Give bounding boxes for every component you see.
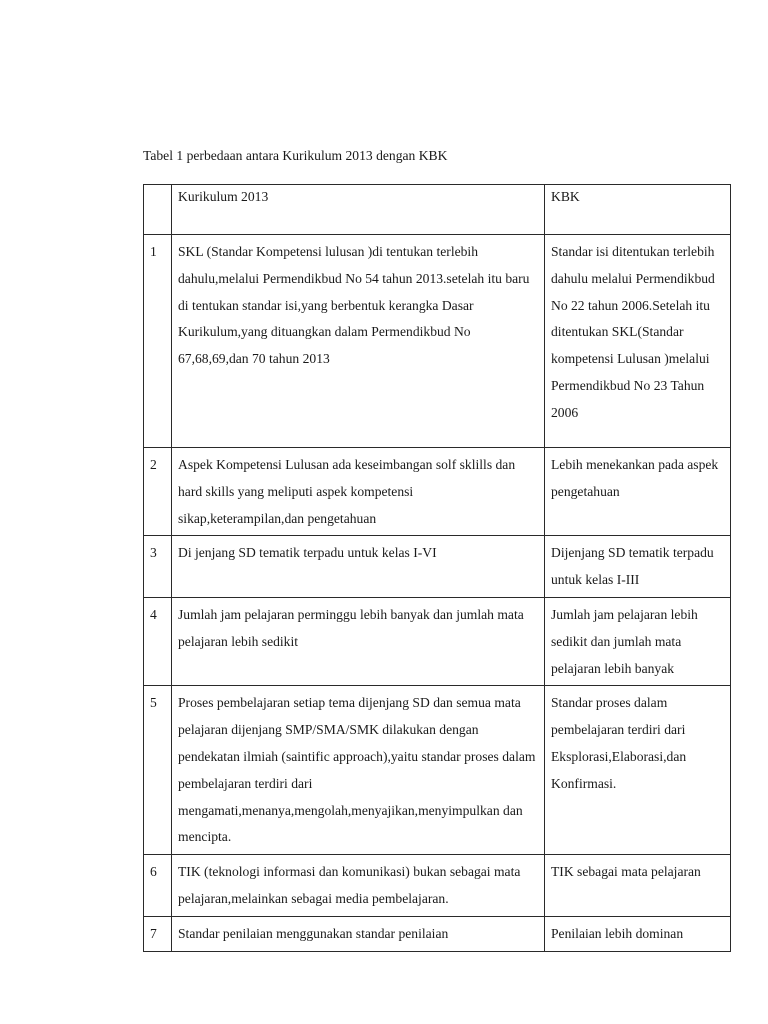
row-number: 4 bbox=[144, 597, 172, 685]
kbk-cell: Standar isi ditentukan terlebih dahulu melalui Permendikbud No 22 tahun 2006.Setelah itu ditentukan SKL(Standar kompetensi Lulusan )melalui Permendikbud No 23 Tahun 2006 bbox=[545, 235, 731, 448]
kbk-cell: Standar proses dalam pembelajaran terdiri dari Eksplorasi,Elaborasi,dan Konfirmasi. bbox=[545, 686, 731, 855]
row-number: 6 bbox=[144, 855, 172, 917]
kurikulum-2013-cell: TIK (teknologi informasi dan komunikasi) bukan sebagai mata pelajaran,melainkan sebagai media pembelajaran. bbox=[172, 855, 545, 917]
table-row bbox=[144, 235, 731, 448]
kurikulum-2013-cell: Jumlah jam pelajaran perminggu lebih banyak dan jumlah mata pelajaran lebih sedikit bbox=[172, 597, 545, 685]
row-number: 3 bbox=[144, 536, 172, 598]
table-row bbox=[144, 916, 731, 951]
table-caption: Tabel 1 perbedaan antara Kurikulum 2013 dengan KBK bbox=[143, 148, 448, 163]
row-number: 5 bbox=[144, 686, 172, 855]
kbk-cell: Penilaian lebih dominan bbox=[545, 916, 731, 951]
table-row bbox=[144, 855, 731, 917]
kbk-cell: Jumlah jam pelajaran lebih sedikit dan jumlah mata pelajaran lebih banyak bbox=[545, 597, 731, 685]
kurikulum-2013-cell: Aspek Kompetensi Lulusan ada keseimbangan solf sklills dan hard skills yang meliputi aspek kompetensi sikap,keterampilan,dan pengetahuan bbox=[172, 448, 545, 536]
comparison-table bbox=[143, 184, 731, 952]
row-number: 1 bbox=[144, 235, 172, 448]
kbk-cell: TIK sebagai mata pelajaran bbox=[545, 855, 731, 917]
table-row bbox=[144, 448, 731, 536]
row-number: 7 bbox=[144, 916, 172, 951]
header-kbk: KBK bbox=[545, 185, 731, 235]
kurikulum-2013-cell: Proses pembelajaran setiap tema dijenjang SD dan semua mata pelajaran dijenjang SMP/SMA/SMK dilakukan dengan pendekatan ilmiah (saintific approach),yaitu standar proses dalam pembelajaran terdiri dari mengamati,menanya,mengolah,menyajikan,menyimpulkan dan mencipta. bbox=[172, 686, 545, 855]
table-row bbox=[144, 536, 731, 598]
header-kurikulum-2013: Kurikulum 2013 bbox=[172, 185, 545, 235]
kbk-cell: Dijenjang SD tematik terpadu untuk kelas I-III bbox=[545, 536, 731, 598]
table-row bbox=[144, 597, 731, 685]
kurikulum-2013-cell: Di jenjang SD tematik terpadu untuk kelas I-VI bbox=[172, 536, 545, 598]
table-row bbox=[144, 686, 731, 855]
header-number-cell bbox=[144, 185, 172, 235]
kbk-cell: Lebih menekankan pada aspek pengetahuan bbox=[545, 448, 731, 536]
row-number: 2 bbox=[144, 448, 172, 536]
kurikulum-2013-cell: Standar penilaian menggunakan standar penilaian bbox=[172, 916, 545, 951]
kurikulum-2013-cell: SKL (Standar Kompetensi lulusan )di tentukan terlebih dahulu,melalui Permendikbud No 54 tahun 2013.setelah itu baru di tentukan standar isi,yang berbentuk kerangka Dasar Kurikulum,yang dituangkan dalam Permendikbud No 67,68,69,dan 70 tahun 2013 bbox=[172, 235, 545, 448]
table-header-row bbox=[144, 185, 731, 235]
